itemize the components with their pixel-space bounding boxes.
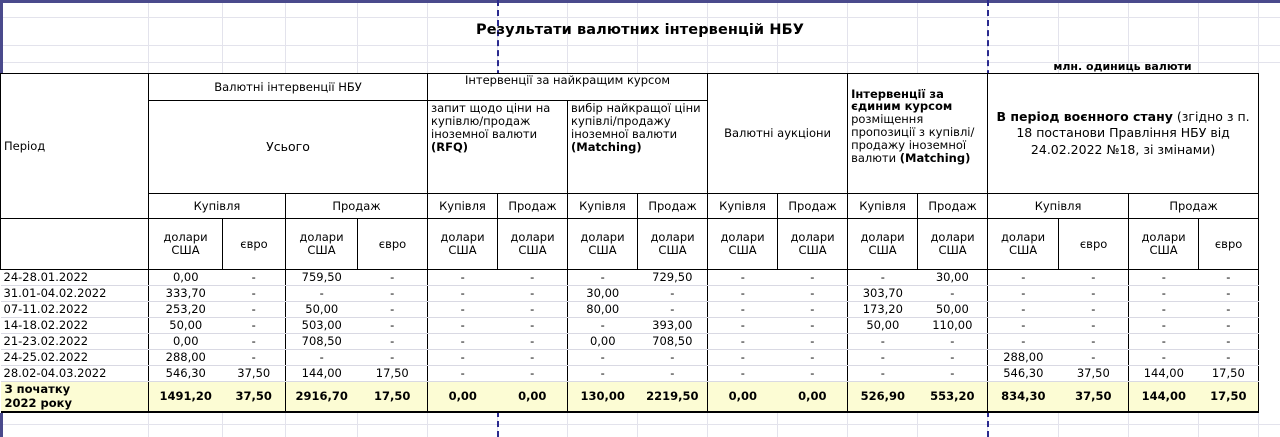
- row-cell: 144,00: [286, 366, 358, 382]
- row-cell: -: [778, 318, 848, 334]
- row-period: 21-23.02.2022: [1, 334, 149, 350]
- row-cell: 729,50: [638, 270, 708, 286]
- table-row: [1, 318, 1259, 334]
- row-cell: -: [358, 318, 428, 334]
- row-cell: 50,00: [286, 302, 358, 318]
- header-period: Період: [1, 74, 149, 219]
- row-cell: -: [1199, 318, 1259, 334]
- row-period: 24-25.02.2022: [1, 350, 149, 366]
- row-cell: -: [1199, 302, 1259, 318]
- row-cell: -: [223, 302, 286, 318]
- row-cell: -: [1199, 286, 1259, 302]
- row-cell: -: [428, 350, 498, 366]
- row-cell: -: [1129, 350, 1199, 366]
- row-cell: -: [498, 366, 568, 382]
- row-cell: 173,20: [848, 302, 918, 318]
- row-cell: 546,30: [988, 366, 1059, 382]
- total-label-line1: З початку: [4, 382, 71, 396]
- header-group-best-rate-label: Інтервенції за найкращим курсом: [464, 74, 671, 87]
- row-cell: -: [708, 270, 778, 286]
- header-currency-13: євро: [1059, 219, 1129, 270]
- row-cell: -: [1059, 350, 1129, 366]
- header-single-rate-bold: Інтервенції за єдиним курсом: [851, 87, 953, 114]
- total-cell: 17,50: [358, 382, 428, 412]
- row-period: 07-11.02.2022: [1, 302, 149, 318]
- table-row: [1, 286, 1259, 302]
- header-op-buy-4: Купівля: [708, 194, 778, 219]
- row-cell: -: [1059, 270, 1129, 286]
- row-cell: 303,70: [848, 286, 918, 302]
- row-cell: -: [778, 334, 848, 350]
- row-cell: 50,00: [848, 318, 918, 334]
- total-cell: 17,50: [1199, 382, 1259, 412]
- row-cell: 50,00: [149, 318, 223, 334]
- header-currency-12: долари США: [988, 219, 1059, 270]
- table-body: [1, 270, 1259, 412]
- row-cell: -: [358, 270, 428, 286]
- row-period: 24-28.01.2022: [1, 270, 149, 286]
- row-cell: -: [1059, 302, 1129, 318]
- total-cell: 0,00: [428, 382, 498, 412]
- header-op-sell-5: Продаж: [918, 194, 988, 219]
- row-cell: -: [428, 366, 498, 382]
- row-cell: -: [1059, 334, 1129, 350]
- row-cell: -: [988, 318, 1059, 334]
- row-cell: -: [428, 302, 498, 318]
- row-cell: -: [568, 270, 638, 286]
- row-cell: 144,00: [1129, 366, 1199, 382]
- row-cell: 288,00: [988, 350, 1059, 366]
- row-period: 28.02-04.03.2022: [1, 366, 149, 382]
- header-martial-bold: В період воєнного стану: [996, 109, 1173, 125]
- row-cell: 17,50: [358, 366, 428, 382]
- row-cell: -: [1129, 302, 1199, 318]
- header-op-buy-6: Купівля: [988, 194, 1129, 219]
- row-cell: -: [778, 350, 848, 366]
- row-cell: 708,50: [638, 334, 708, 350]
- row-period: 31.01-04.02.2022: [1, 286, 149, 302]
- row-cell: 80,00: [568, 302, 638, 318]
- header-group-single-rate: [848, 74, 988, 194]
- header-currency-6: долари США: [568, 219, 638, 270]
- row-cell: -: [568, 350, 638, 366]
- row-cell: -: [358, 334, 428, 350]
- row-cell: -: [498, 334, 568, 350]
- total-cell: 2219,50: [638, 382, 708, 412]
- row-cell: -: [988, 270, 1059, 286]
- total-cell: 144,00: [1129, 382, 1199, 412]
- total-row: [1, 382, 1259, 412]
- units-note: млн. одиниць валюти: [1053, 60, 1192, 73]
- row-cell: -: [638, 350, 708, 366]
- row-cell: 253,20: [149, 302, 223, 318]
- header-currency-11: долари США: [918, 219, 988, 270]
- row-cell: -: [848, 334, 918, 350]
- header-rfq-bold: (RFQ): [431, 139, 468, 154]
- row-cell: -: [1199, 350, 1259, 366]
- total-label-line2: 2022 року: [4, 396, 72, 411]
- row-cell: -: [708, 286, 778, 302]
- row-cell: 333,70: [149, 286, 223, 302]
- total-row-label: [1, 382, 149, 412]
- row-cell: -: [708, 302, 778, 318]
- row-period: 14-18.02.2022: [1, 318, 149, 334]
- header-currency-1: євро: [223, 219, 286, 270]
- row-cell: -: [223, 286, 286, 302]
- row-cell: -: [988, 334, 1059, 350]
- total-cell: 834,30: [988, 382, 1059, 412]
- row-cell: -: [428, 334, 498, 350]
- row-cell: -: [1059, 286, 1129, 302]
- row-cell: 110,00: [918, 318, 988, 334]
- row-cell: 708,50: [286, 334, 358, 350]
- header-currency-8: долари США: [708, 219, 778, 270]
- header-rfq-desc: [428, 101, 568, 194]
- row-cell: 503,00: [286, 318, 358, 334]
- row-cell: -: [1129, 286, 1199, 302]
- header-matching-desc: [568, 101, 708, 194]
- table-row: [1, 334, 1259, 350]
- intervention-results-table: [0, 73, 1259, 413]
- total-cell: 526,90: [848, 382, 918, 412]
- row-cell: -: [1199, 270, 1259, 286]
- row-cell: 37,50: [223, 366, 286, 382]
- row-cell: -: [988, 286, 1059, 302]
- row-cell: 393,00: [638, 318, 708, 334]
- header-matching-bold: (Matching): [571, 139, 642, 154]
- table-row: [1, 366, 1259, 382]
- header-op-sell-2: Продаж: [498, 194, 568, 219]
- row-cell: 30,00: [918, 270, 988, 286]
- header-matching-plain: вибір найкращої ціни купівлі/продажу іноземної валюти: [571, 102, 701, 141]
- header-rfq-plain: запит щодо ціни на купівлю/продаж іноземної валюти: [431, 102, 551, 141]
- row-cell: -: [286, 350, 358, 366]
- header-martial-plain: (згідно з п. 18 постанови Правління НБУ від 24.02.2022 №18, зі змінами): [1016, 109, 1250, 157]
- header-currency-7: долари США: [638, 219, 708, 270]
- row-cell: 759,50: [286, 270, 358, 286]
- row-cell: -: [223, 318, 286, 334]
- header-group-martial-law: [988, 74, 1259, 194]
- row-cell: -: [778, 302, 848, 318]
- header-op-buy-1: Купівля: [149, 194, 286, 219]
- row-cell: -: [223, 350, 286, 366]
- row-cell: -: [778, 270, 848, 286]
- row-cell: -: [498, 286, 568, 302]
- header-single-rate-bold2: (Matching): [899, 150, 971, 165]
- row-cell: -: [988, 302, 1059, 318]
- row-cell: -: [498, 318, 568, 334]
- row-cell: -: [223, 270, 286, 286]
- row-cell: -: [223, 334, 286, 350]
- row-cell: -: [638, 366, 708, 382]
- header-currency-row: [1, 219, 1259, 270]
- row-cell: -: [918, 334, 988, 350]
- total-cell: 0,00: [708, 382, 778, 412]
- header-currency-2: долари США: [286, 219, 358, 270]
- row-cell: 17,50: [1199, 366, 1259, 382]
- header-op-sell-4: Продаж: [778, 194, 848, 219]
- row-cell: -: [778, 366, 848, 382]
- header-currency-10: долари США: [848, 219, 918, 270]
- row-cell: -: [568, 366, 638, 382]
- row-cell: -: [358, 286, 428, 302]
- report-title: Результати валютних інтервенцій НБУ: [475, 22, 804, 38]
- row-cell: -: [708, 318, 778, 334]
- header-op-sell-3: Продаж: [638, 194, 708, 219]
- header-currency-0: долари США: [149, 219, 223, 270]
- row-cell: -: [498, 350, 568, 366]
- total-cell: 553,20: [918, 382, 988, 412]
- row-cell: 0,00: [149, 334, 223, 350]
- row-cell: -: [778, 286, 848, 302]
- row-cell: -: [358, 350, 428, 366]
- total-cell: 130,00: [568, 382, 638, 412]
- header-single-rate-plain: розміщення пропозиції з купівлі/продажу іноземної валюти: [851, 112, 975, 165]
- row-cell: -: [708, 334, 778, 350]
- row-cell: -: [358, 302, 428, 318]
- row-cell: -: [1129, 270, 1199, 286]
- header-currency-spacer: [1, 219, 149, 270]
- row-cell: -: [848, 366, 918, 382]
- row-cell: -: [918, 366, 988, 382]
- header-currency-3: євро: [358, 219, 428, 270]
- header-op-buy-5: Купівля: [848, 194, 918, 219]
- row-cell: -: [638, 286, 708, 302]
- header-op-buy-3: Купівля: [568, 194, 638, 219]
- row-cell: 30,00: [568, 286, 638, 302]
- table-row: [1, 302, 1259, 318]
- header-op-buy-2: Купівля: [428, 194, 498, 219]
- header-nbu-total: Усього: [149, 101, 428, 194]
- total-cell: 0,00: [498, 382, 568, 412]
- row-cell: -: [428, 270, 498, 286]
- total-cell: 37,50: [1059, 382, 1129, 412]
- total-cell: 37,50: [223, 382, 286, 412]
- row-cell: -: [848, 270, 918, 286]
- row-cell: -: [1129, 318, 1199, 334]
- header-operation-row: [1, 194, 1259, 219]
- header-currency-14: долари США: [1129, 219, 1199, 270]
- header-currency-4: долари США: [428, 219, 498, 270]
- header-currency-5: долари США: [498, 219, 568, 270]
- row-cell: -: [918, 350, 988, 366]
- total-cell: 2916,70: [286, 382, 358, 412]
- row-cell: -: [428, 286, 498, 302]
- row-cell: -: [428, 318, 498, 334]
- table-row: [1, 270, 1259, 286]
- row-cell: -: [708, 366, 778, 382]
- total-cell: 0,00: [778, 382, 848, 412]
- header-group-best-rate: [428, 74, 708, 101]
- total-cell: 1491,20: [149, 382, 223, 412]
- row-cell: -: [708, 350, 778, 366]
- row-cell: -: [638, 302, 708, 318]
- header-group-row: [1, 74, 1259, 101]
- row-cell: -: [918, 286, 988, 302]
- row-cell: -: [498, 302, 568, 318]
- row-cell: -: [1129, 334, 1199, 350]
- row-cell: 0,00: [568, 334, 638, 350]
- row-cell: 37,50: [1059, 366, 1129, 382]
- table-row: [1, 350, 1259, 366]
- row-cell: -: [1199, 334, 1259, 350]
- row-cell: 546,30: [149, 366, 223, 382]
- header-op-sell-1: Продаж: [286, 194, 428, 219]
- row-cell: -: [286, 286, 358, 302]
- header-currency-9: долари США: [778, 219, 848, 270]
- row-cell: -: [568, 318, 638, 334]
- row-cell: 288,00: [149, 350, 223, 366]
- print-area-top-edge: [0, 0, 1280, 3]
- header-currency-15: євро: [1199, 219, 1259, 270]
- header-group-auctions: Валютні аукціони: [708, 74, 848, 194]
- header-op-sell-6: Продаж: [1129, 194, 1259, 219]
- row-cell: -: [1059, 318, 1129, 334]
- header-group-nbu-interventions: Валютні інтервенції НБУ: [149, 74, 428, 101]
- row-cell: 0,00: [149, 270, 223, 286]
- row-cell: 50,00: [918, 302, 988, 318]
- row-cell: -: [498, 270, 568, 286]
- row-cell: -: [848, 350, 918, 366]
